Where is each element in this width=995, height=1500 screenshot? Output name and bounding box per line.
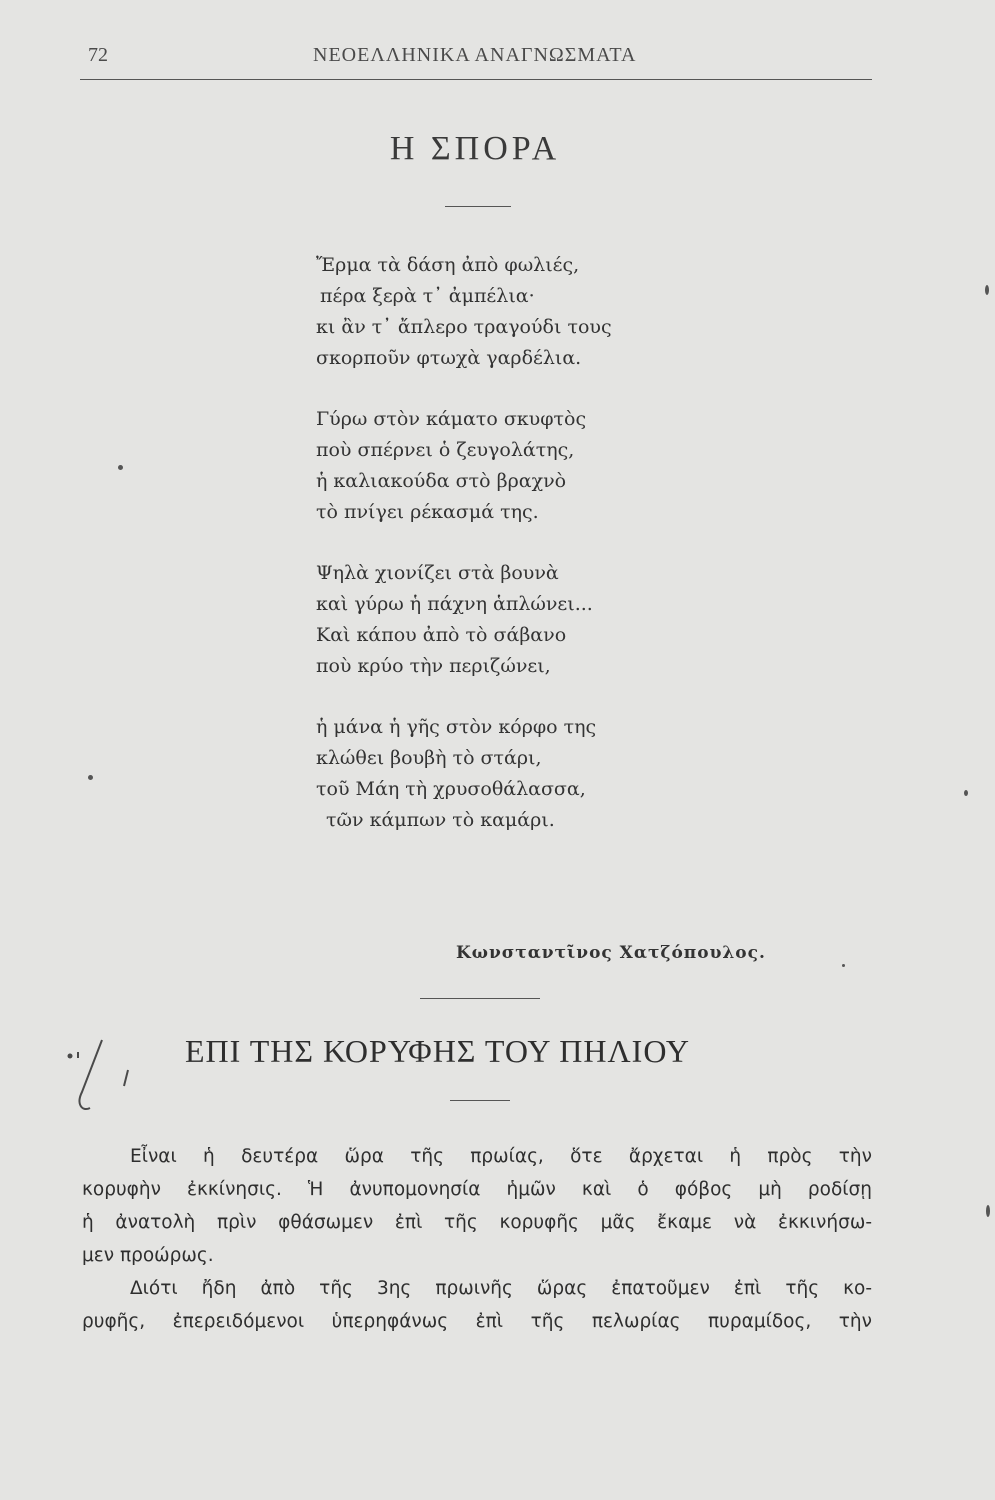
speck: [985, 285, 989, 295]
verse-line: τοῦ Μάη τὴ χρυσοθάλασσα,: [316, 778, 586, 800]
verse-line: τὸ πνίγει ρέκασμά της.: [316, 501, 539, 523]
speck: [964, 790, 968, 796]
stanza: [316, 558, 736, 682]
prose-paragraph: [82, 1140, 872, 1338]
poem-title: Η ΣΠΟΡΑ: [389, 130, 561, 167]
stanza: [316, 250, 736, 374]
verse-line: Ἔρμα τὰ δάση ἀπὸ φωλιές,: [316, 254, 580, 276]
verse-line: κι ἂν τ᾽ ἄπλερο τραγούδι τους: [316, 316, 612, 338]
prose-line: Διότι ἤδη ἀπὸ τῆς 3ης πρωινῆς ὥρας ἐπατοῦμεν ἐπὶ τῆς κο-: [130, 1278, 872, 1299]
verse-line: τῶν κάμπων τὸ καμάρι.: [326, 809, 555, 831]
header-rule: [80, 79, 872, 80]
prose-line: κορυφὴν ἐκκίνησις. Ἡ ἀνυπομονησία ἡμῶν καὶ ὁ φόβος μὴ ροδίσῃ: [82, 1179, 872, 1200]
running-title: ΝΕΟΕΛΛΗΝΙΚΑ ΑΝΑΓΝΩΣΜΑΤΑ: [313, 44, 637, 66]
verse-line: ποὺ σπέρνει ὁ ζευγολάτης,: [316, 439, 575, 461]
verse-line: Ψηλὰ χιονίζει στὰ βουνὰ: [316, 562, 559, 584]
verse-line: σκορποῦν φτωχὰ γαρδέλια.: [316, 347, 582, 369]
prose-line: μεν προώρως.: [82, 1245, 214, 1266]
pencil-mark-icon: [60, 1030, 150, 1120]
stanza: [316, 404, 736, 528]
poem-author: Κωνσταντῖνος Χατζόπουλος.: [456, 943, 766, 963]
speck: [986, 1205, 990, 1217]
verse-line: ποὺ κρύο τὴν περιζώνει,: [316, 655, 551, 677]
section-title: ΕΠΙ ΤΗΣ ΚΟΡΥΦΗΣ ΤΟΥ ΠΗΛΙΟΥ: [185, 1033, 690, 1069]
section-divider: [420, 998, 540, 999]
stanza: [316, 712, 736, 836]
poem-body: [316, 250, 736, 866]
title-divider: [445, 206, 511, 207]
verse-line: Καὶ κάπου ἀπὸ τὸ σάβανο: [316, 624, 567, 646]
verse-line: κλώθει βουβὴ τὸ στάρι,: [316, 747, 542, 769]
verse-line: πέρα ξερὰ τ᾽ ἀμπέλια·: [320, 285, 535, 307]
speck: [118, 465, 123, 470]
page-number: 72: [88, 44, 108, 66]
prose-line: Εἶναι ἡ δευτέρα ὥρα τῆς πρωίας, ὅτε ἄρχεται ἡ πρὸς τὴν: [130, 1146, 872, 1167]
section-title-divider: [450, 1100, 510, 1101]
prose-line: ρυφῆς, ἐπερειδόμενοι ὑπερηφάνως ἐπὶ τῆς πελωρίας πυραμίδος, τὴν: [82, 1311, 872, 1332]
verse-line: καὶ γύρω ἡ πάχνη ἁπλώνει...: [316, 593, 593, 615]
prose-line: ἡ ἀνατολὴ πρὶν φθάσωμεν ἐπὶ τῆς κορυφῆς μᾶς ἔκαμε νὰ ἐκκινήσω-: [82, 1212, 872, 1233]
verse-line: Γύρω στὸν κάματο σκυφτὸς: [316, 408, 587, 430]
verse-line: ἡ μάνα ἡ γῆς στὸν κόρφο της: [316, 716, 597, 738]
verse-line: ἡ καλιακούδα στὸ βραχνὸ: [316, 470, 567, 492]
page-header: [88, 44, 870, 74]
speck: [842, 964, 845, 967]
speck: [88, 775, 93, 780]
